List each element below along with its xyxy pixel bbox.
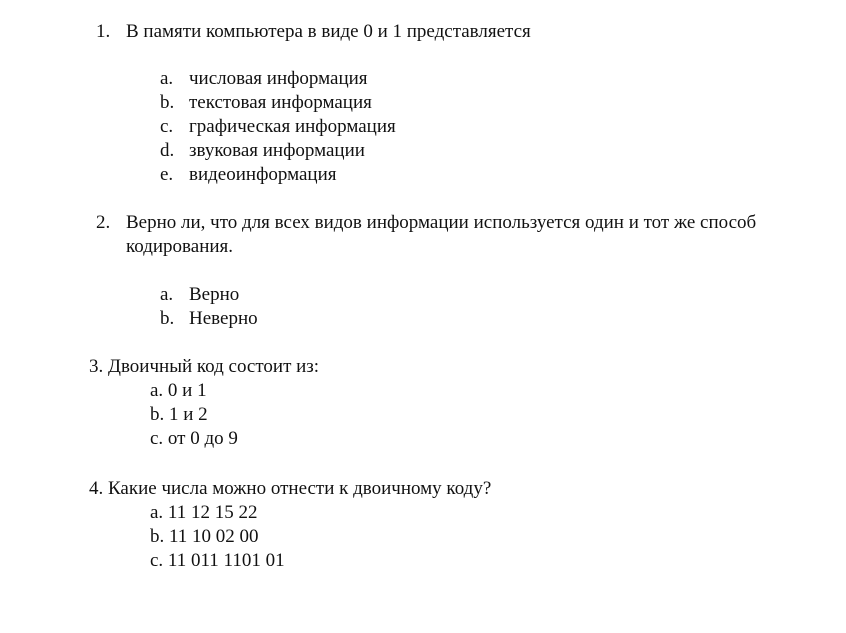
option-text: видеоинформация [189,164,337,185]
option-letter: e. [160,164,174,185]
q3-option-b: b. 1 и 2 [150,404,208,425]
option-text: графическая информация [189,116,396,137]
option-text: Верно [189,284,240,305]
question-text-line-2: кодирования. [126,236,234,257]
question-number: 2. [96,212,111,233]
option-text: Неверно [189,308,258,329]
q3-option-c: c. от 0 до 9 [150,428,238,449]
question-number: 1. [96,21,111,42]
option-letter: a. [160,284,174,305]
q4-option-a: a. 11 12 15 22 [150,502,258,523]
option-letter: d. [160,140,175,161]
option-letter: c. [160,116,174,137]
option-text: текстовая информация [189,92,372,113]
option-letter: b. [160,308,175,329]
option-text: звуковая информации [189,140,365,161]
question-4: 4. Какие числа можно отнести к двоичному коду? [89,478,492,499]
q4-option-b: b. 11 10 02 00 [150,526,259,547]
question-3: 3. Двоичный код состоит из: [89,356,320,377]
q3-option-a: a. 0 и 1 [150,380,207,401]
option-letter: b. [160,92,175,113]
option-letter: a. [160,68,174,89]
question-text: В памяти компьютера в виде 0 и 1 представляется [126,21,531,42]
option-text: числовая информация [189,68,368,89]
question-text-line-1: Верно ли, что для всех видов информации используется один и тот же способ [126,212,757,233]
q4-option-c: c. 11 011 1101 01 [150,550,285,571]
